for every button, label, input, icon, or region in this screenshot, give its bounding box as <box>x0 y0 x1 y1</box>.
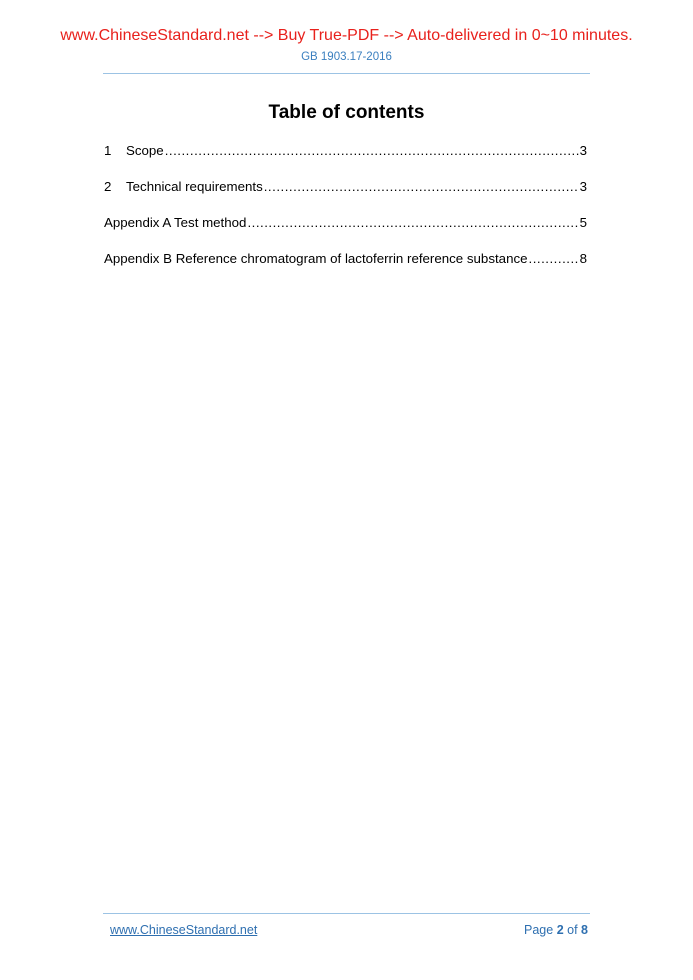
toc-entry-appendix-b[interactable] <box>104 251 587 269</box>
toc-entry-label: Technical requirements <box>126 179 263 194</box>
toc-entry-number: 1 <box>104 143 112 158</box>
page-prefix: Page <box>524 923 554 937</box>
toc-entry-label: Appendix B Reference chromatogram of lactoferrin reference substance <box>104 251 528 266</box>
header-divider <box>103 73 590 74</box>
toc-entry-page: 3 <box>579 143 587 158</box>
page-current: 2 <box>556 923 564 937</box>
promo-banner[interactable]: www.ChineseStandard.net --> Buy True-PDF --> Auto-delivered in 0~10 minutes. <box>60 27 633 44</box>
toc-entry-label: Scope <box>126 143 164 158</box>
toc-entry-number: 2 <box>104 179 112 194</box>
toc-entry-page: 8 <box>579 251 587 266</box>
toc-dot-leader <box>247 215 578 230</box>
toc-entry-page: 5 <box>579 215 587 230</box>
toc-entry-page: 3 <box>579 179 587 194</box>
footer-website-link[interactable]: www.ChineseStandard.net <box>110 923 258 937</box>
footer-divider <box>103 913 590 914</box>
toc-dot-leader <box>264 179 579 194</box>
page-indicator <box>524 923 588 937</box>
page-total: 8 <box>581 923 588 937</box>
toc-entry-scope[interactable] <box>104 143 587 161</box>
toc-title: Table of contents <box>268 102 425 123</box>
toc-dot-leader <box>529 251 579 266</box>
document-code: GB 1903.17-2016 <box>301 51 392 63</box>
toc-entry-label: Appendix A Test method <box>104 215 247 230</box>
toc-entry-technical-requirements[interactable] <box>104 179 587 197</box>
page-of: of <box>567 923 578 937</box>
toc-entry-appendix-a[interactable] <box>104 215 587 233</box>
toc-dot-leader <box>165 143 579 158</box>
